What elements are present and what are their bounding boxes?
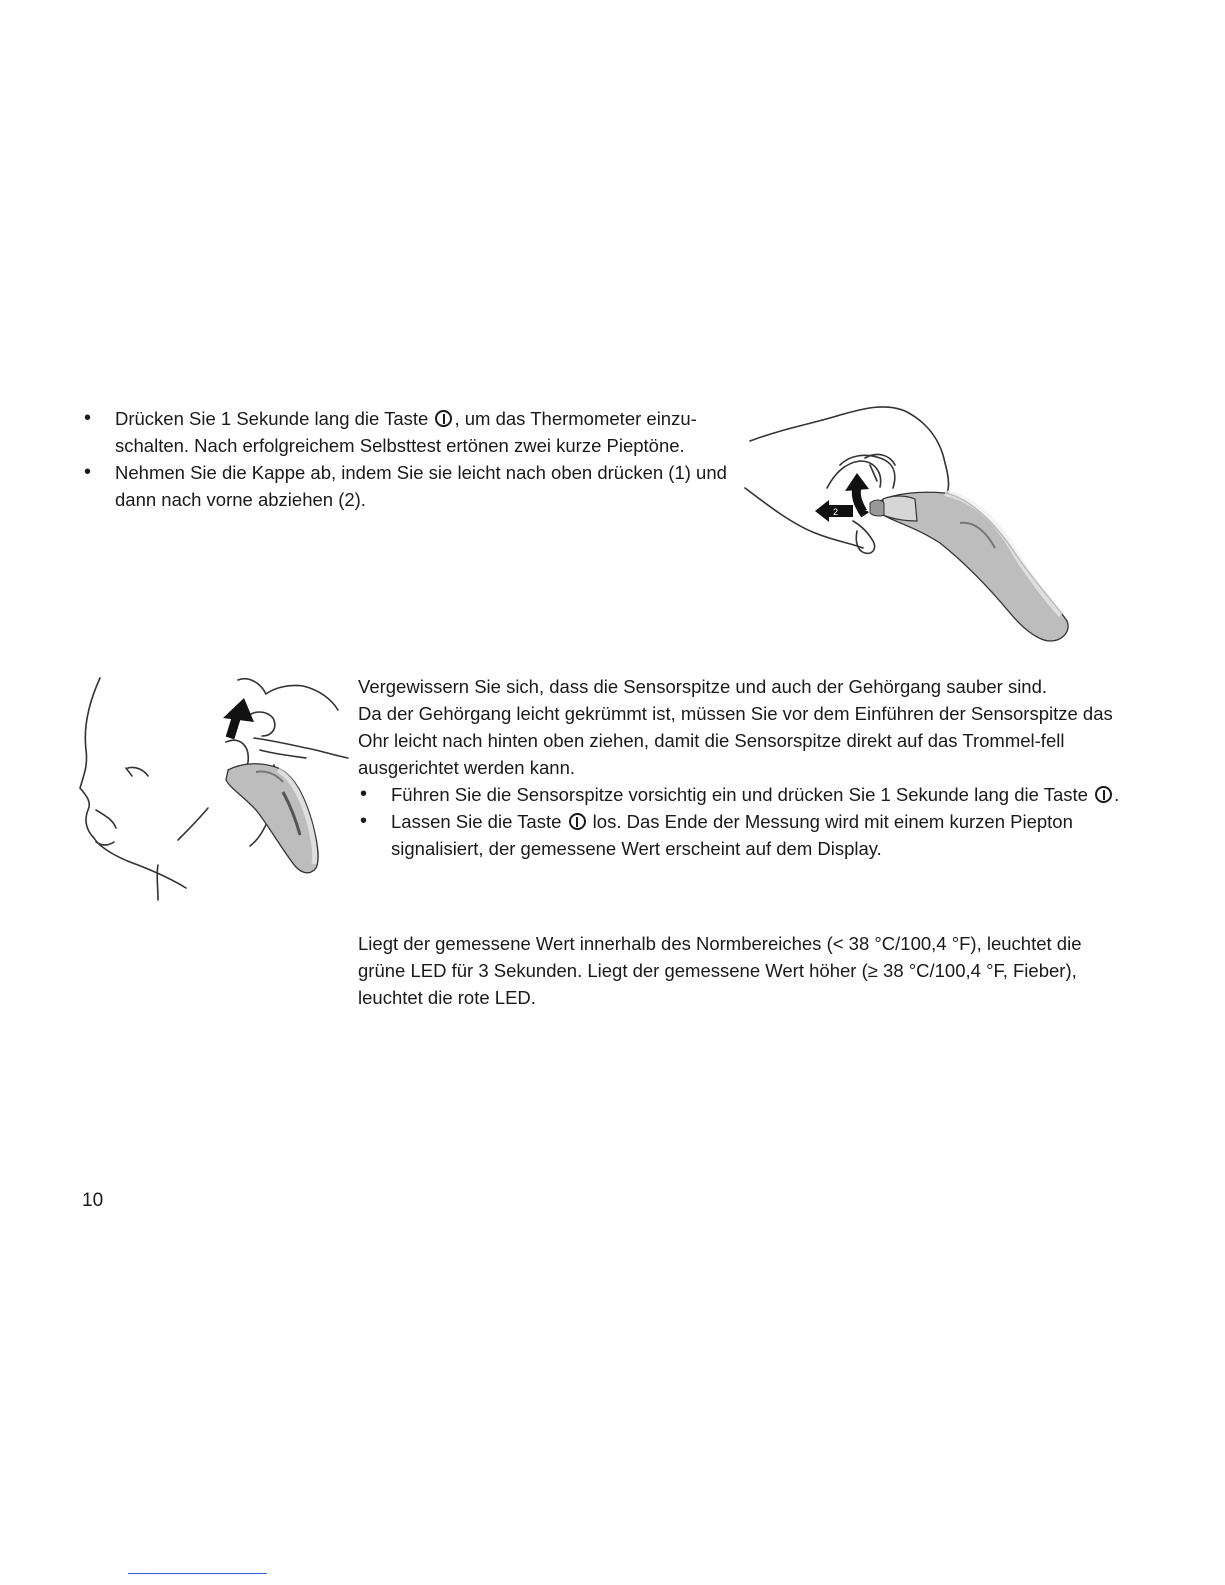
bullet-text-after: los. Das Ende der Messung wird mit einem kurzen Piepton signalisiert, der gemessene Wert erscheint auf dem Display. (391, 811, 1073, 859)
led-info-paragraph: Liegt der gemessene Wert innerhalb des Normbereiches (< 38 °C/100,4 °F), leuchtet die grüne LED für 3 Sekunden. Liegt der gemessene Wert höher (≥ 38 °C/100,4 °F, Fieber), leuchtet die rote LED. (358, 933, 1082, 1008)
arrow-up-icon (223, 698, 254, 738)
intro-line-1: Vergewissern Sie sich, dass die Sensorspitze und auch der Gehörgang sauber sind. (358, 676, 1048, 697)
list-item (358, 781, 1148, 808)
arrow-label-2: 2 (833, 507, 839, 517)
arrow-left-icon (815, 500, 853, 522)
intro-paragraph: Da der Gehörgang leicht gekrümmt ist, müssen Sie vor dem Einführen der Sensorspitze das Ohr leicht nach hinten oben ziehen, damit die Sensorspitze direkt auf das Trommel-fell ausgerichtet werden kann. (358, 703, 1113, 778)
cap-removal-illustration (745, 403, 1085, 648)
footer-divider (128, 1573, 267, 1574)
bullet-text-after: . (1114, 784, 1120, 805)
arrow-label-1: 1 (865, 503, 871, 513)
section-1-text (82, 405, 742, 513)
power-icon (1095, 786, 1112, 803)
thermometer (226, 764, 318, 873)
thermometer (870, 492, 1068, 641)
ear-measurement-illustration (78, 670, 348, 905)
bullet-list-2 (358, 781, 1148, 862)
power-icon (435, 410, 452, 427)
bullet-text: Nehmen Sie die Kappe ab, indem Sie sie leicht nach oben drücken (1) und dann nach vorne abziehen (2). (115, 462, 727, 510)
bullet-text-after: , um das Thermometer einzu-schalten. Nach erfolgreichem Selbsttest ertönen zwei kurze Pieptöne. (115, 408, 697, 456)
page-number: 10 (82, 1190, 104, 1211)
bullet-text-before: Drücken Sie 1 Sekunde lang die Taste (115, 408, 434, 429)
list-item (82, 459, 742, 513)
list-item (358, 808, 1111, 862)
section-3-text (358, 930, 1123, 1011)
bullet-list-1 (82, 405, 742, 513)
section-2-text (358, 673, 1148, 862)
power-icon (569, 813, 586, 830)
list-item (82, 405, 742, 459)
bullet-text-before: Führen Sie die Sensorspitze vorsichtig ein und drücken Sie 1 Sekunde lang die Taste (391, 784, 1094, 805)
bullet-text-before: Lassen Sie die Taste (391, 811, 567, 832)
